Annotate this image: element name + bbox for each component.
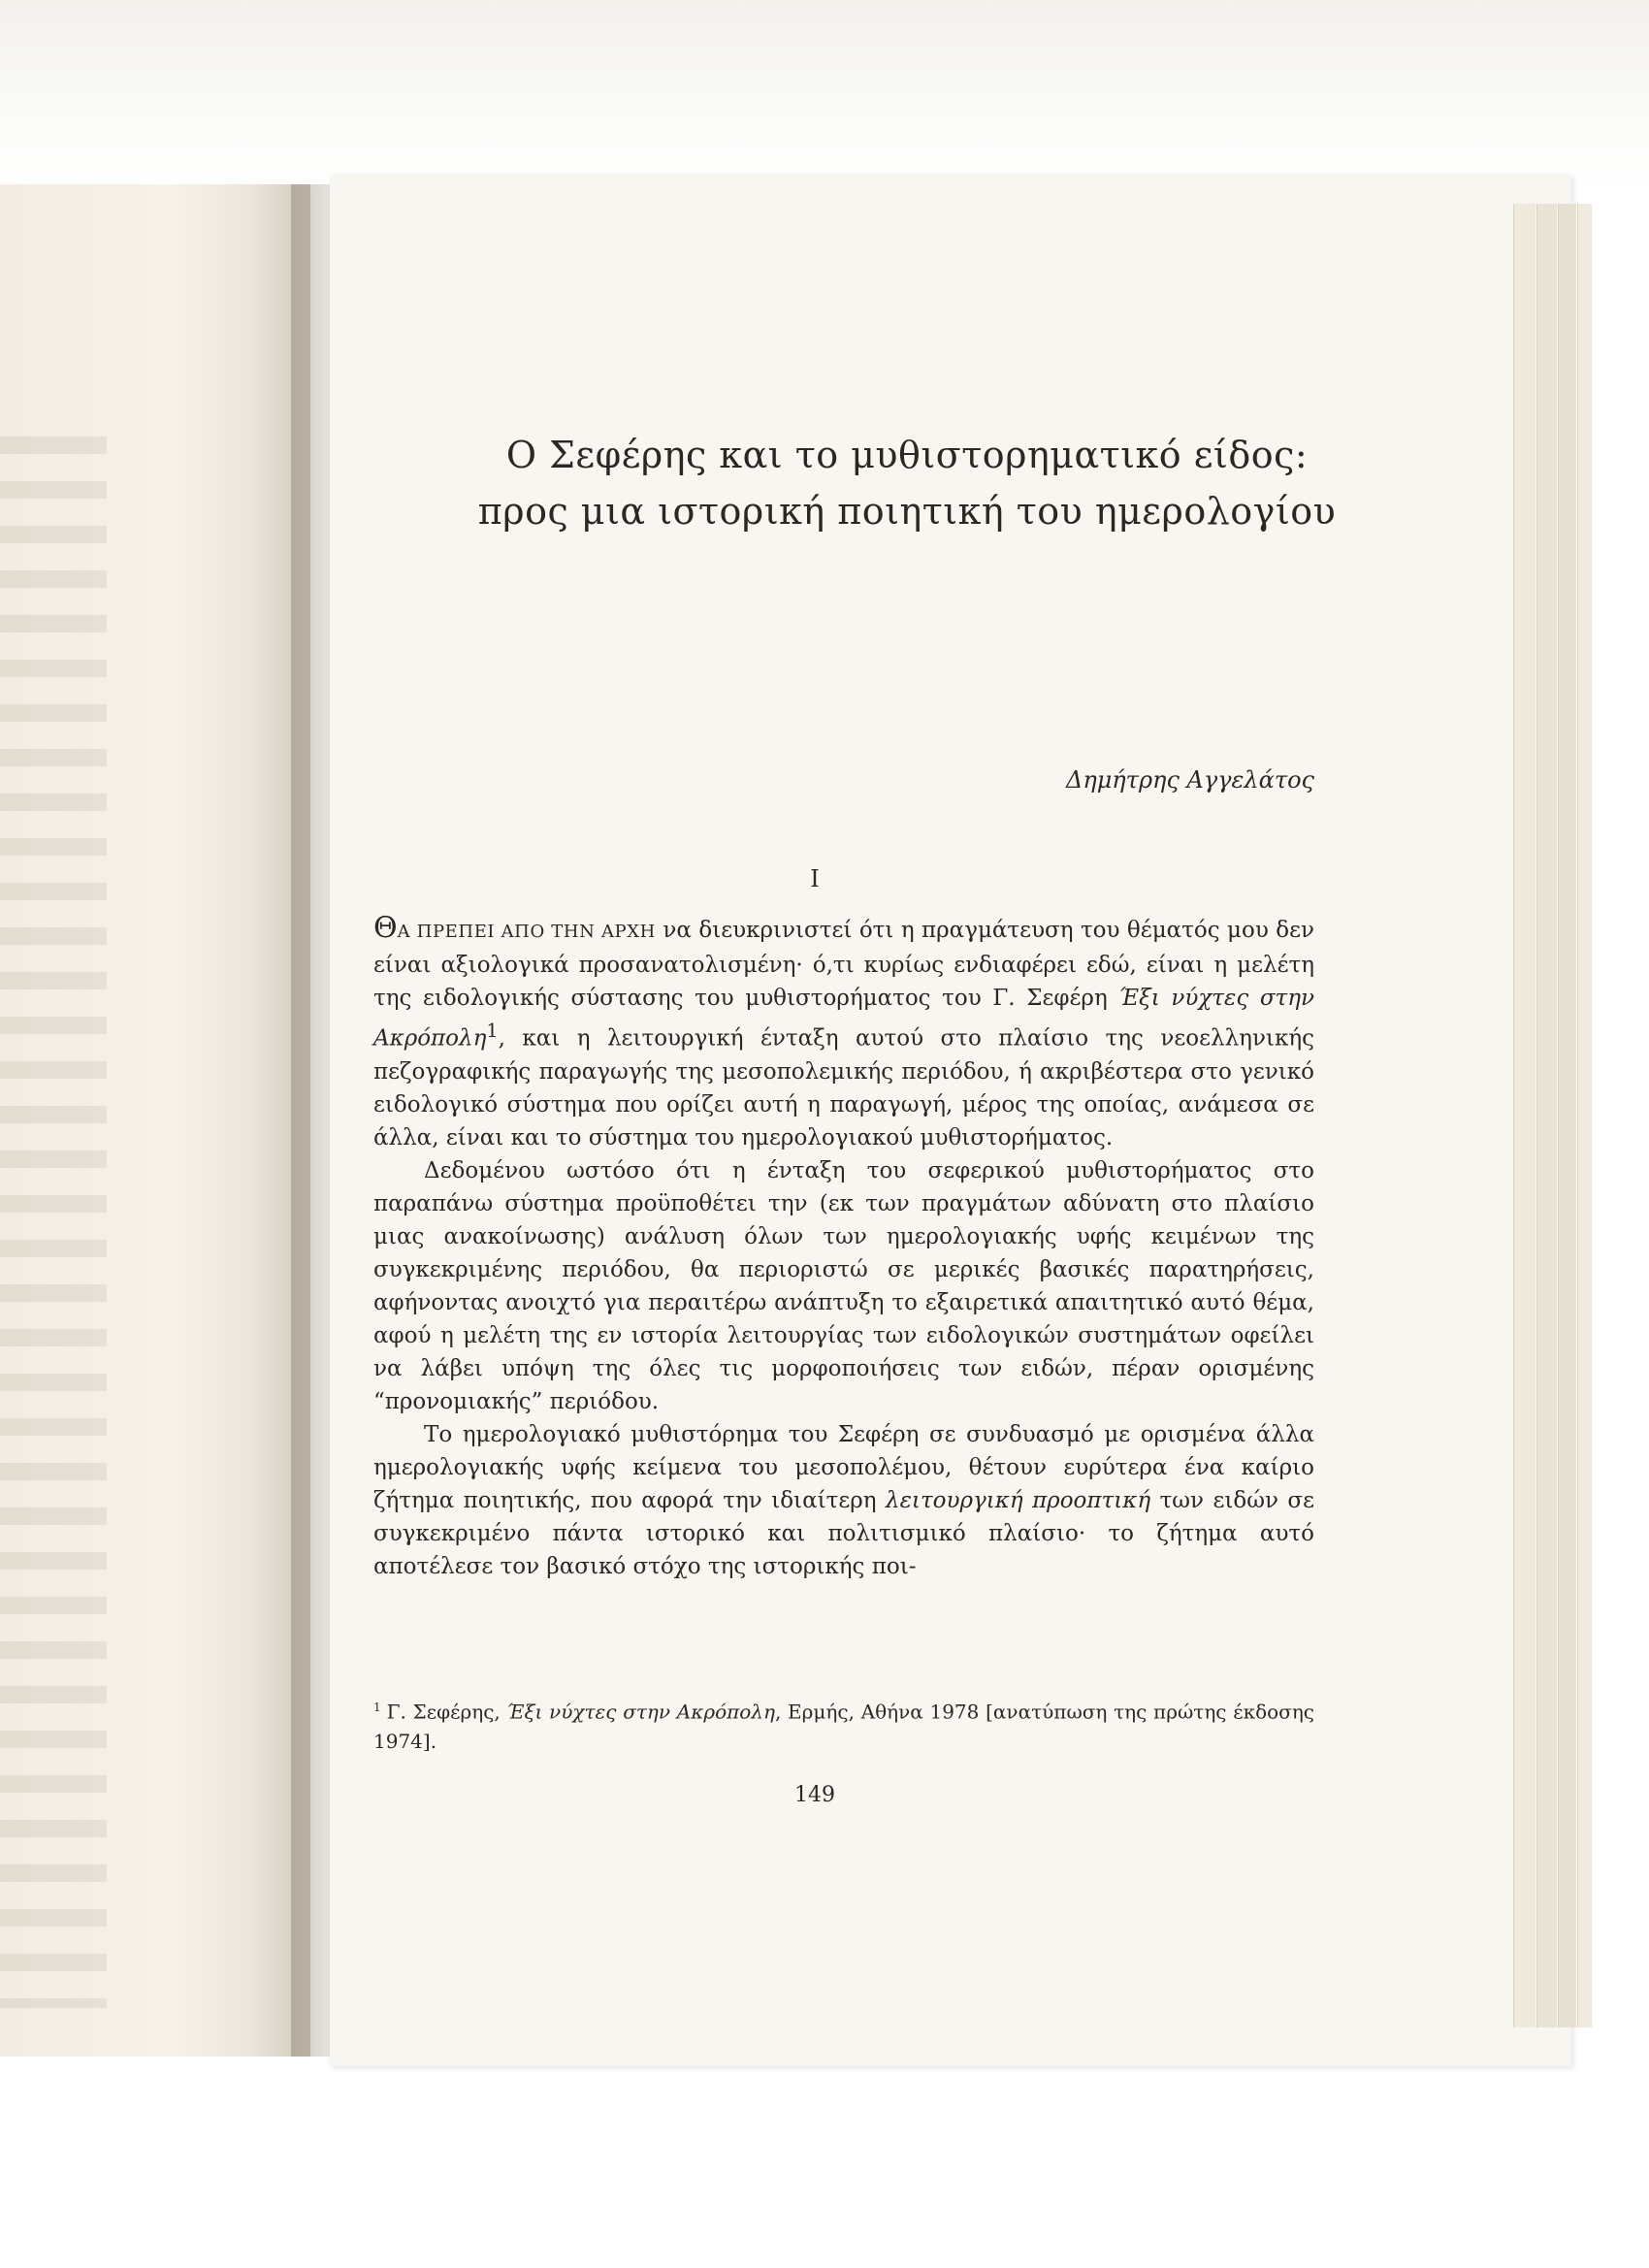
novel-title: Έξι νύχτες στην Ακρόπολη bbox=[373, 986, 1315, 1052]
paragraph-3-text-a: Το ημερολογιακό μυθιστόρημα του Σεφέρη σε συνδυασμό με ορισμένα άλλα ημερολογιακής υφής κείμενα του μεσοπολέμου, θέτουν ευρύτερα ένα καίριο ζήτημα ποιητικής, που αφορά την ιδιαίτερη bbox=[373, 1421, 1314, 1513]
page-edge-strip bbox=[1558, 204, 1576, 2027]
footnote-ref[interactable]: 1 bbox=[486, 1020, 499, 1042]
paragraph-3 bbox=[373, 1418, 1314, 1583]
paragraph-2: Δεδομένου ωστόσο ότι η ένταξη του σεφερικού μυθιστορήματος στο παραπάνω σύστημα προϋποθέτει την (εκ των πραγμάτων αδύνατη στο πλαίσιο μιας ανακοίνωσης) ανάλυση όλων των ημερολογιακής υφής κειμένων της συγκεκριμένης περιόδου, θα περιοριστώ σε μερικές βασικές παρατηρήσεις, αφήνοντας ανοιχτό για περαιτέρω ανάπτυξη το εξαιρετικά απαιτητικό αυτό θέμα, αφού η μελέτη της εν ιστορία λειτουργίας των ειδολογικών συστημάτων οφείλει να λάβει υπόψη της όλες τις μορφοποιήσεις των ειδών, πέραν ορισμένης “προνομιακής” περιόδου. bbox=[373, 1157, 1314, 1414]
italic-phrase: λειτουργική προοπτική bbox=[886, 1487, 1151, 1513]
left-page bbox=[0, 184, 310, 2057]
paragraph-1-text-b: , και η λειτουργική ένταξη αυτού στο πλαίσιο της νεοελληνικής πεζογραφικής παραγωγής της μεσοπολεμικής περιόδου, ή ακριβέστερα στο γενικό ειδολογικό σύστημα που ορίζει αυτή η παραγωγή, μέρος της οποίας, ανάμεσα σε άλλα, είναι και το σύστημα του ημερολογιακού μυθιστορήματος. bbox=[373, 1025, 1314, 1150]
footnote-number: 1 bbox=[373, 1701, 381, 1714]
article-body bbox=[373, 912, 1314, 1583]
opening-smallcaps: Α ΠΡΕΠΕΙ ΑΠΟ ΤΗΝ ΑΡΧΗ bbox=[397, 922, 656, 942]
left-page-bleed-text bbox=[0, 437, 107, 2008]
title-line-1: Ο Σεφέρης και το μυθιστορηματικό είδος: bbox=[505, 434, 1309, 476]
footnote-author: Γ. Σεφέρης, bbox=[386, 1700, 501, 1724]
footnote-rest: , Ερμής, Αθήνα 1978 [ανατύπωση της πρώτης έκδοσης 1974]. bbox=[373, 1700, 1315, 1753]
page-edge-strip bbox=[1536, 204, 1557, 2027]
page-number: 149 bbox=[794, 1783, 835, 1807]
paragraph-1-text-a: να διευκρινιστεί ότι η πραγμάτευση του θέματός μου δεν είναι αξιολογικά προσανατολισμένη· ό,τι κυρίως ενδιαφέρει εδώ, είναι η μελέτη της ειδολογικής σύστασης του μυθιστορήματος του Γ. Σεφέρη bbox=[373, 918, 1314, 1011]
author-name: Δημήτρης Αγγελάτος bbox=[1065, 766, 1314, 794]
footnote-title: Έξι νύχτες στην Ακρόπολη bbox=[506, 1700, 775, 1724]
drop-cap: Θ bbox=[373, 911, 398, 945]
paragraph-3-text-b: των ειδών σε συγκεκριμένο πάντα ιστορικό και πολιτισμικό πλαίσιο· το ζήτημα αυτό αποτέλεσε τον βασικό στόχο της ιστορικής ποι- bbox=[373, 1487, 1315, 1579]
page-edge-strip bbox=[1577, 204, 1592, 2027]
title-line-2: προς μια ιστορική ποιητική του ημερολογίου bbox=[477, 490, 1337, 533]
article-title bbox=[417, 427, 1397, 539]
footnote bbox=[373, 1693, 1314, 1756]
section-number: I bbox=[810, 865, 820, 892]
scan-top-margin bbox=[0, 0, 1649, 194]
paragraph-1 bbox=[373, 912, 1314, 1154]
page-edge-strip bbox=[1513, 204, 1536, 2027]
